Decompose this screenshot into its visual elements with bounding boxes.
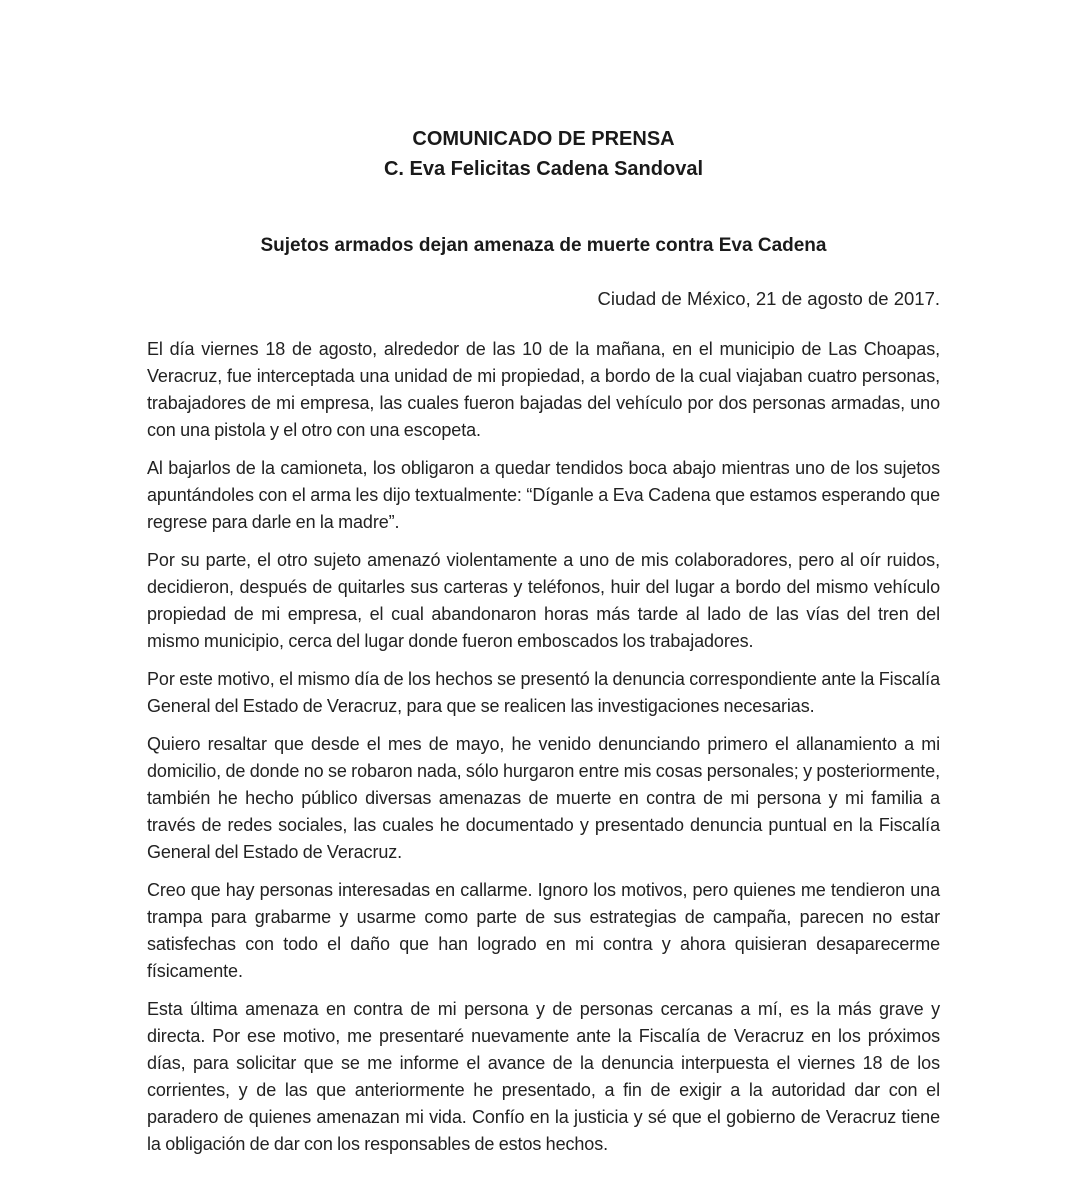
dateline: Ciudad de México, 21 de agosto de 2017. (597, 288, 940, 309)
document-header-line1: COMUNICADO DE PRENSA (412, 128, 675, 150)
document-header (147, 124, 940, 184)
paragraph-5: Quiero resaltar que desde el mes de mayo, he venido denunciando primero el allanamiento a mi domicilio, de donde no se robaron nada, sólo hurgaron entre mis cosas personales; y posteriormente, también he hecho público diversas amenazas de muerte en contra de mi persona y mi familia a través de redes sociales, las cuales he documentado y presentado denuncia puntual en la Fiscalía General del Estado de Veracruz. (147, 734, 940, 862)
document-header-line2: C. Eva Felicitas Cadena Sandoval (383, 158, 703, 180)
document-headline: Sujetos armados dejan amenaza de muerte contra Eva Cadena (260, 235, 827, 256)
paragraph-6: Creo que hay personas interesadas en callarme. Ignoro los motivos, pero quienes me tendieron una trampa para grabarme y usarme como parte de sus estrategias de campaña, parecen no estar satisfechas con todo el daño que han logrado en mi contra y ahora quisieran desaparecerme físicamente. (147, 880, 940, 981)
paragraph-7: Esta última amenaza en contra de mi persona y de personas cercanas a mí, es la más grave y directa. Por ese motivo, me presentaré nuevamente ante la Fiscalía de Veracruz en los próximos días, para solicitar que se me informe el avance de la denuncia interpuesta el viernes 18 de los corrientes, y de las que anteriormente he presentado, a fin de exigir a la autoridad dar con el paradero de quienes amenazan mi vida. Confío en la justicia y sé que el gobierno de Veracruz tiene la obligación de dar con los responsables de estos hechos. (147, 999, 940, 1154)
paragraph-1: El día viernes 18 de agosto, alrededor de las 10 de la mañana, en el municipio de Las Choapas, Veracruz, fue interceptada una unidad de mi propiedad, a bordo de la cual viajaban cuatro personas, trabajadores de mi empresa, las cuales fueron bajadas del vehículo por dos personas armadas, uno con una pistola y el otro con una escopeta. (147, 339, 940, 440)
paragraph-3: Por su parte, el otro sujeto amenazó violentamente a uno de mis colaboradores, pero al oír ruidos, decidieron, después de quitarles sus carteras y teléfonos, huir del lugar a bordo del mismo vehículo propiedad de mi empresa, el cual abandonaron horas más tarde al lado de las vías del tren del mismo municipio, cerca del lugar donde fueron emboscados los trabajadores. (147, 550, 940, 651)
paragraph-2: Al bajarlos de la camioneta, los obligaron a quedar tendidos boca abajo mientras uno de los sujetos apuntándoles con el arma les dijo textualmente: “Díganle a Eva Cadena que estamos esperando que regrese para darle en la madre”. (147, 458, 940, 532)
paragraph-4: Por este motivo, el mismo día de los hechos se presentó la denuncia correspondiente ante la Fiscalía General del Estado de Veracruz, para que se realicen las investigaciones necesarias. (147, 669, 940, 716)
